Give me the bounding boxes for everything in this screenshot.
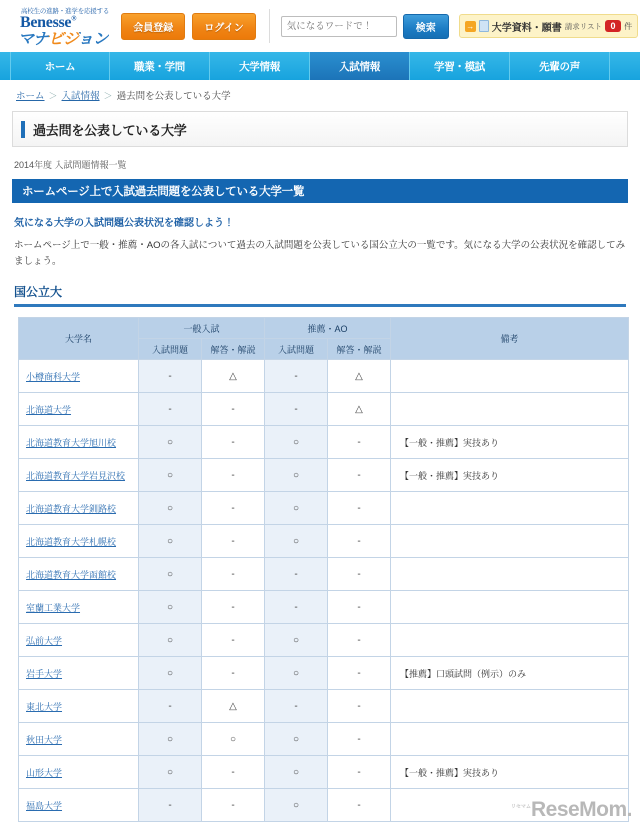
status-mark: - bbox=[357, 469, 361, 481]
table-row bbox=[19, 624, 629, 657]
university-link[interactable]: 北海道教育大学旭川校 bbox=[26, 437, 117, 448]
status-mark: ○ bbox=[292, 766, 300, 778]
university-link[interactable]: 北海道大学 bbox=[26, 404, 72, 415]
status-mark: - bbox=[231, 568, 235, 580]
site-logo[interactable] bbox=[8, 4, 109, 49]
status-mark: ○ bbox=[292, 469, 300, 481]
cell-suisen-answer bbox=[328, 624, 391, 657]
column-header-suisen-answer: 解答・解説 bbox=[328, 339, 391, 360]
register-button[interactable]: 会員登録 bbox=[121, 13, 185, 40]
cell-suisen-question bbox=[265, 756, 328, 789]
status-mark: - bbox=[357, 667, 361, 679]
university-link[interactable]: 岩手大学 bbox=[26, 668, 63, 679]
status-mark: △ bbox=[355, 370, 363, 382]
cell-general-answer bbox=[202, 492, 265, 525]
cell-suisen-question bbox=[265, 690, 328, 723]
status-mark: - bbox=[168, 799, 172, 811]
search-area bbox=[269, 9, 449, 43]
registered-mark-icon: ® bbox=[71, 14, 77, 23]
table-header-row-group bbox=[19, 318, 629, 339]
cell-note bbox=[391, 591, 629, 624]
status-mark: - bbox=[294, 700, 298, 712]
column-header-university-name: 大学名 bbox=[19, 318, 139, 360]
table-row bbox=[19, 393, 629, 426]
cell-general-answer bbox=[202, 723, 265, 756]
university-link[interactable]: 東北大学 bbox=[26, 701, 63, 712]
cell-suisen-answer bbox=[328, 789, 391, 822]
page-title: 過去問を公表している大学 bbox=[33, 122, 187, 138]
table-row bbox=[19, 723, 629, 756]
status-mark: - bbox=[357, 535, 361, 547]
arrow-right-icon: → bbox=[466, 21, 475, 31]
cell-general-question bbox=[139, 723, 202, 756]
cell-general-question bbox=[139, 459, 202, 492]
nav-item-university-info[interactable]: 大学情報 bbox=[210, 52, 310, 80]
cell-note bbox=[391, 624, 629, 657]
table-row bbox=[19, 525, 629, 558]
status-mark: ○ bbox=[292, 436, 300, 448]
cell-suisen-question bbox=[265, 459, 328, 492]
university-link[interactable]: 山形大学 bbox=[26, 767, 63, 778]
table-row bbox=[19, 558, 629, 591]
status-mark: - bbox=[294, 568, 298, 580]
column-header-note: 備考 bbox=[391, 318, 629, 360]
cell-suisen-answer bbox=[328, 492, 391, 525]
university-link[interactable]: 小樽商科大学 bbox=[26, 371, 81, 382]
login-button[interactable]: ログイン bbox=[192, 13, 256, 40]
description-text: ホームページ上で一般・推薦・AOの各入試について過去の入試問題を公表している国公立大の一覧です。気になる大学の公表状況を確認してみましょう。 bbox=[14, 240, 626, 267]
status-mark: △ bbox=[229, 370, 237, 382]
cell-university-name bbox=[19, 525, 139, 558]
status-mark: - bbox=[168, 403, 172, 415]
breadcrumb-separator: ＞ bbox=[48, 90, 58, 101]
cell-general-answer bbox=[202, 591, 265, 624]
status-mark: ○ bbox=[166, 733, 174, 745]
cell-note bbox=[391, 723, 629, 756]
cell-university-name bbox=[19, 360, 139, 393]
table-body bbox=[19, 360, 629, 822]
table-row bbox=[19, 360, 629, 393]
cell-university-name bbox=[19, 624, 139, 657]
cell-suisen-answer bbox=[328, 756, 391, 789]
table-row bbox=[19, 492, 629, 525]
cell-suisen-question bbox=[265, 426, 328, 459]
cell-suisen-question bbox=[265, 525, 328, 558]
cell-suisen-answer bbox=[328, 657, 391, 690]
status-mark: ○ bbox=[166, 568, 174, 580]
cell-suisen-answer bbox=[328, 426, 391, 459]
university-link[interactable]: 北海道教育大学岩見沢校 bbox=[26, 470, 126, 481]
status-mark: ○ bbox=[166, 436, 174, 448]
status-mark: - bbox=[231, 766, 235, 778]
cell-general-question bbox=[139, 624, 202, 657]
breadcrumb-item-exam-info[interactable]: 入試情報 bbox=[61, 91, 100, 102]
cell-general-question bbox=[139, 426, 202, 459]
column-header-general-question: 入試問題 bbox=[139, 339, 202, 360]
cell-general-answer bbox=[202, 459, 265, 492]
nav-item-home[interactable]: ホーム bbox=[10, 52, 110, 80]
cell-university-name bbox=[19, 393, 139, 426]
page-subnote: 2014年度 入試問題情報一覧 bbox=[14, 160, 127, 170]
cell-note bbox=[391, 690, 629, 723]
cell-note bbox=[391, 492, 629, 525]
cell-suisen-answer bbox=[328, 360, 391, 393]
cell-general-question bbox=[139, 690, 202, 723]
cell-general-question bbox=[139, 393, 202, 426]
cell-university-name bbox=[19, 657, 139, 690]
university-link[interactable]: 弘前大学 bbox=[26, 635, 63, 646]
cell-suisen-question bbox=[265, 591, 328, 624]
logo-brand-text: Benesse bbox=[20, 13, 72, 31]
search-button[interactable]: 検索 bbox=[403, 14, 449, 39]
watermark-ruby: リセマム bbox=[511, 804, 531, 810]
header-buttons bbox=[121, 13, 256, 40]
status-mark: - bbox=[357, 733, 361, 745]
cell-general-answer bbox=[202, 690, 265, 723]
status-mark: - bbox=[231, 436, 235, 448]
status-mark: ○ bbox=[292, 667, 300, 679]
cell-note: 【一般・推薦】実技あり bbox=[391, 756, 629, 789]
logo-service-name: マナビジョン bbox=[8, 32, 109, 49]
status-mark: - bbox=[357, 799, 361, 811]
status-mark: - bbox=[231, 403, 235, 415]
status-mark: - bbox=[357, 700, 361, 712]
cell-note bbox=[391, 789, 629, 822]
request-list-title: 大学資料・願書 bbox=[491, 22, 562, 34]
status-mark: - bbox=[231, 502, 235, 514]
cell-suisen-answer bbox=[328, 591, 391, 624]
cell-general-question bbox=[139, 756, 202, 789]
global-navigation bbox=[0, 52, 640, 80]
status-mark: - bbox=[231, 469, 235, 481]
cell-general-question bbox=[139, 525, 202, 558]
section-blue-bar bbox=[12, 179, 628, 203]
status-mark: - bbox=[168, 700, 172, 712]
cell-university-name bbox=[19, 723, 139, 756]
status-mark: ○ bbox=[292, 733, 300, 745]
cell-general-answer bbox=[202, 558, 265, 591]
breadcrumb-separator: ＞ bbox=[103, 90, 113, 101]
status-mark: - bbox=[357, 568, 361, 580]
cell-note bbox=[391, 360, 629, 393]
cell-general-answer bbox=[202, 756, 265, 789]
status-mark: ○ bbox=[292, 535, 300, 547]
status-mark: ○ bbox=[166, 502, 174, 514]
page-title-container bbox=[12, 111, 628, 147]
cell-general-question bbox=[139, 657, 202, 690]
status-mark: △ bbox=[355, 403, 363, 415]
cell-general-answer bbox=[202, 657, 265, 690]
cell-general-answer bbox=[202, 360, 265, 393]
cell-note: 【一般・推薦】実技あり bbox=[391, 426, 629, 459]
cell-university-name bbox=[19, 459, 139, 492]
site-header bbox=[0, 0, 640, 52]
cell-suisen-answer bbox=[328, 393, 391, 426]
request-list-banner[interactable] bbox=[459, 14, 638, 38]
column-header-suisen-question: 入試問題 bbox=[265, 339, 328, 360]
cell-general-answer bbox=[202, 426, 265, 459]
cell-general-question bbox=[139, 789, 202, 822]
breadcrumb bbox=[0, 80, 640, 109]
cell-note: 【一般・推薦】実技あり bbox=[391, 459, 629, 492]
cell-suisen-question bbox=[265, 558, 328, 591]
cell-general-question bbox=[139, 360, 202, 393]
nav-item-study-mock[interactable]: 学習・模試 bbox=[410, 52, 510, 80]
status-mark: ○ bbox=[166, 634, 174, 646]
cell-suisen-question bbox=[265, 393, 328, 426]
column-header-general-answer: 解答・解説 bbox=[202, 339, 265, 360]
status-mark: ○ bbox=[166, 667, 174, 679]
university-link[interactable]: 秋田大学 bbox=[26, 734, 63, 745]
cell-university-name bbox=[19, 591, 139, 624]
status-mark: ○ bbox=[229, 733, 237, 745]
status-mark: ○ bbox=[292, 634, 300, 646]
cell-suisen-question bbox=[265, 723, 328, 756]
university-link[interactable]: 室蘭工業大学 bbox=[26, 602, 81, 613]
table-row bbox=[19, 789, 629, 822]
cell-general-answer bbox=[202, 789, 265, 822]
status-mark: - bbox=[357, 436, 361, 448]
request-count-badge: 0 bbox=[605, 20, 621, 32]
cell-suisen-answer bbox=[328, 459, 391, 492]
table-header bbox=[19, 318, 629, 360]
lead-text: 気になる大学の入試問題公表状況を確認しよう！ bbox=[14, 218, 234, 229]
table-row bbox=[19, 690, 629, 723]
status-mark: ○ bbox=[292, 502, 300, 514]
document-icon bbox=[479, 20, 489, 32]
cell-university-name bbox=[19, 558, 139, 591]
table-row bbox=[19, 657, 629, 690]
table-row bbox=[19, 459, 629, 492]
status-mark: - bbox=[357, 766, 361, 778]
cell-note bbox=[391, 558, 629, 591]
column-header-group-general: 一般入試 bbox=[139, 318, 265, 339]
table-row bbox=[19, 591, 629, 624]
university-link[interactable]: 福島大学 bbox=[26, 800, 63, 811]
cell-note: 【推薦】口頭試問（例示）のみ bbox=[391, 657, 629, 690]
breadcrumb-item-current: 過去問を公表している大学 bbox=[116, 91, 231, 102]
status-mark: ○ bbox=[166, 535, 174, 547]
cell-suisen-question bbox=[265, 492, 328, 525]
university-table-container bbox=[18, 317, 622, 822]
status-mark: - bbox=[231, 799, 235, 811]
status-mark: - bbox=[357, 601, 361, 613]
status-mark: - bbox=[231, 667, 235, 679]
status-mark: ○ bbox=[166, 469, 174, 481]
cell-suisen-answer bbox=[328, 690, 391, 723]
status-mark: ○ bbox=[166, 601, 174, 613]
cell-suisen-question bbox=[265, 360, 328, 393]
cell-university-name bbox=[19, 690, 139, 723]
logo-tagline: 高校生の進路・進学を応援する bbox=[21, 7, 110, 15]
column-header-group-suisen-ao: 推薦・AO bbox=[265, 318, 391, 339]
cell-note bbox=[391, 525, 629, 558]
request-list-subtitle: 請求リスト bbox=[564, 21, 603, 31]
university-link[interactable]: 北海道教育大学函館校 bbox=[26, 569, 117, 580]
status-mark: - bbox=[231, 634, 235, 646]
request-count-unit: 件 bbox=[624, 21, 633, 31]
table-row bbox=[19, 756, 629, 789]
nav-item-senior-voices[interactable]: 先輩の声 bbox=[510, 52, 610, 80]
nav-item-exam-info[interactable]: 入試情報 bbox=[310, 52, 410, 80]
status-mark: - bbox=[294, 403, 298, 415]
status-mark: - bbox=[294, 370, 298, 382]
university-link[interactable]: 北海道教育大学釧路校 bbox=[26, 503, 117, 514]
cell-general-answer bbox=[202, 525, 265, 558]
status-mark: - bbox=[357, 502, 361, 514]
cell-suisen-answer bbox=[328, 558, 391, 591]
cell-university-name bbox=[19, 426, 139, 459]
logo-brand bbox=[8, 15, 109, 32]
cell-general-question bbox=[139, 492, 202, 525]
status-mark: - bbox=[231, 601, 235, 613]
status-mark: △ bbox=[229, 700, 237, 712]
status-mark: - bbox=[231, 535, 235, 547]
status-mark: ○ bbox=[166, 766, 174, 778]
cell-suisen-question bbox=[265, 657, 328, 690]
cell-suisen-answer bbox=[328, 525, 391, 558]
cell-suisen-question bbox=[265, 789, 328, 822]
status-mark: - bbox=[357, 634, 361, 646]
cell-general-question bbox=[139, 558, 202, 591]
title-accent-bar bbox=[21, 121, 25, 138]
breadcrumb-item-home[interactable]: ホーム bbox=[16, 91, 45, 102]
cell-suisen-question bbox=[265, 624, 328, 657]
table-row bbox=[19, 426, 629, 459]
cell-suisen-answer bbox=[328, 723, 391, 756]
cell-university-name bbox=[19, 789, 139, 822]
section-heading-national-public: 国公立大 bbox=[14, 283, 626, 307]
watermark-text: ReseMom. bbox=[530, 798, 632, 821]
nav-item-careers[interactable]: 職業・学問 bbox=[110, 52, 210, 80]
university-table bbox=[18, 317, 629, 822]
university-link[interactable]: 北海道教育大学札幌校 bbox=[26, 536, 117, 547]
cell-university-name bbox=[19, 492, 139, 525]
status-mark: ○ bbox=[292, 799, 300, 811]
status-mark: - bbox=[168, 370, 172, 382]
status-mark: - bbox=[294, 601, 298, 613]
search-input[interactable] bbox=[281, 16, 397, 37]
cell-general-answer bbox=[202, 393, 265, 426]
cell-general-question bbox=[139, 591, 202, 624]
cell-university-name bbox=[19, 756, 139, 789]
cell-general-answer bbox=[202, 624, 265, 657]
cell-note bbox=[391, 393, 629, 426]
section-blue-bar-title: ホームページ上で入試過去問題を公表している大学一覧 bbox=[22, 186, 305, 198]
